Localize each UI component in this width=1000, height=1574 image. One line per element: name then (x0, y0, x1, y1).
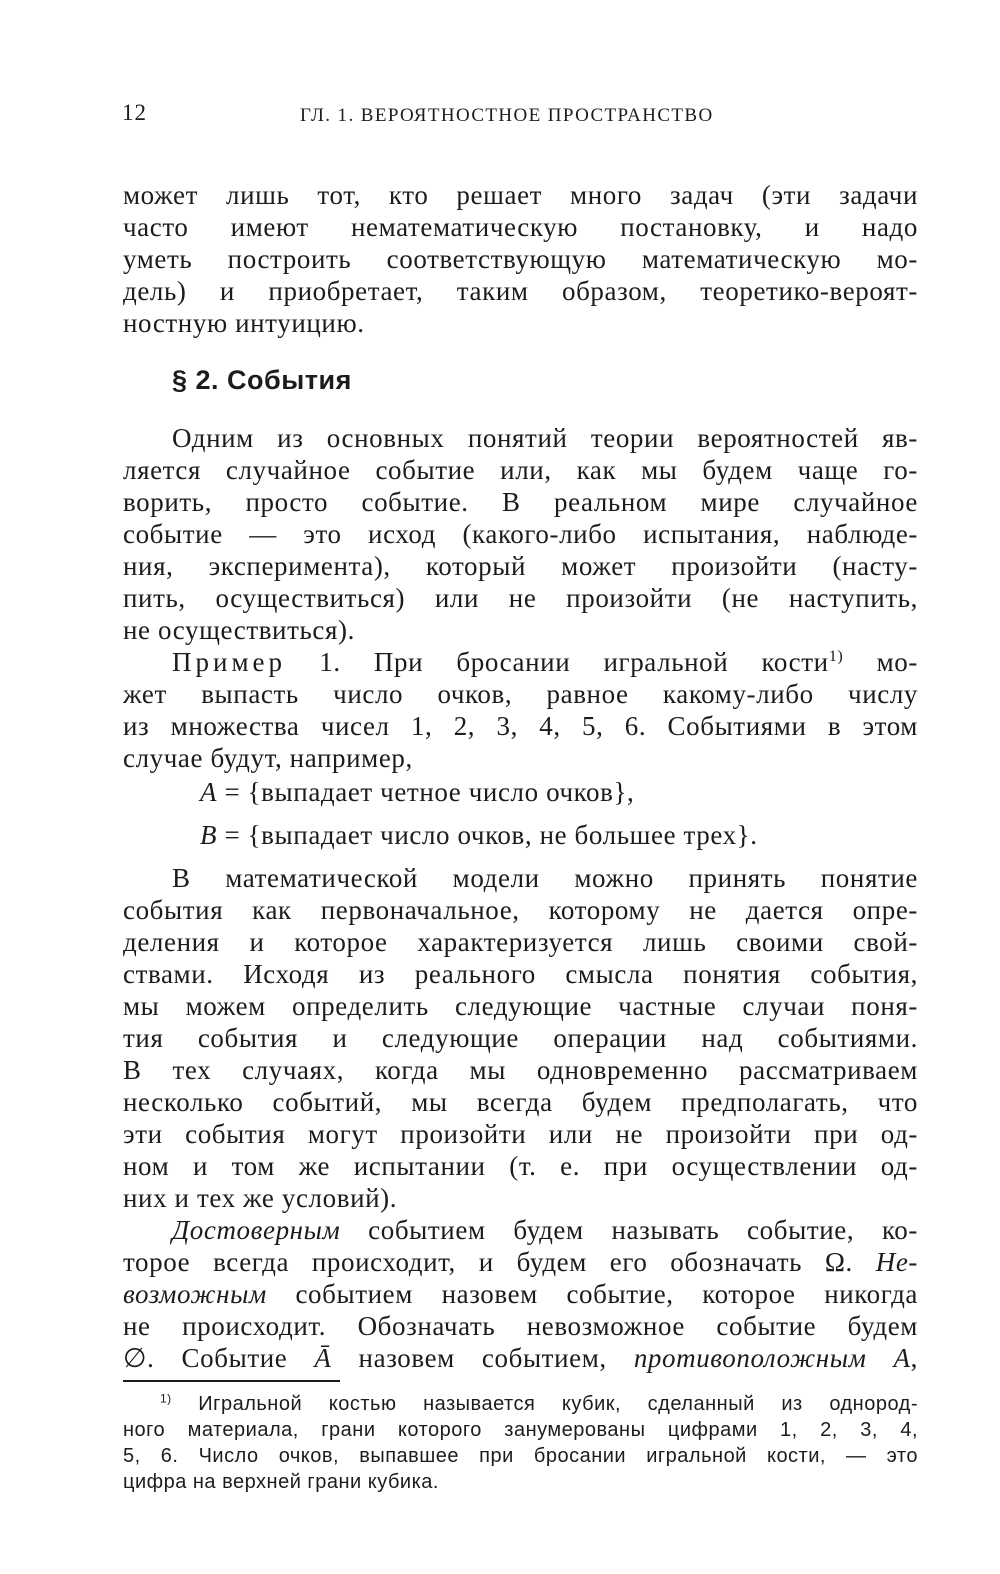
formula-b (200, 820, 758, 850)
text-span: 1. При бросании игральной кости (286, 647, 829, 677)
example-label: Пример (172, 647, 287, 677)
text-line: эти события могут произойти или не произойти при од- (123, 1119, 918, 1149)
footnote-mark: 1) (160, 1391, 172, 1406)
text-span: торое всегда происходит, и будем его обозначать Ω. (123, 1247, 876, 1277)
text-line: ляется случайное событие или, как мы будем чаще го- (123, 455, 918, 485)
text-line: случае будут, например, (123, 743, 413, 773)
text-line: ния, эксперимента), который может произойти (насту- (123, 551, 918, 581)
formula-symbol: A (893, 1343, 911, 1373)
text-line: ворить, просто событие. В реальном мире случайное (123, 487, 918, 517)
text-line: событие — это исход (какого-либо испытания, наблюде- (123, 519, 918, 549)
text-line (172, 1215, 918, 1245)
formula-text: = {выпадает четное число очков}, (217, 777, 635, 807)
text-line: В математической модели можно принять понятие (172, 863, 918, 893)
text-line: них и тех же условий). (123, 1183, 398, 1213)
text-line (123, 1279, 918, 1309)
text-line: Одним из основных понятий теории вероятностей яв- (172, 423, 918, 453)
term: возможным (123, 1279, 267, 1309)
text-line: ностную интуицию. (123, 308, 365, 338)
text-line: часто имеют нематематическую постановку, и надо (123, 212, 918, 242)
running-head: ГЛ. 1. ВЕРОЯТНОСТНОЕ ПРОСТРАНСТВО (300, 105, 714, 126)
text-line: несколько событий, мы всегда будем предполагать, что (123, 1087, 918, 1117)
text-line: мы можем определить следующие частные случаи поня- (123, 991, 918, 1021)
footnote-line: ного материала, грани которого занумерованы цифрами 1, 2, 3, 4, (123, 1419, 918, 1441)
text-span: событием будем называть событие, ко- (340, 1215, 918, 1245)
text-line: дель) и приобретает, таким образом, теоретико-вероят- (123, 276, 918, 306)
text-line: уметь построить соответствующую математическую мо- (123, 244, 918, 274)
text-line: не осуществиться). (123, 615, 355, 645)
section-title: § 2. События (172, 365, 352, 395)
text-line: не происходит. Обозначать невозможное событие будем (123, 1311, 918, 1341)
footnote-line: цифра на верхней грани кубика. (123, 1471, 439, 1493)
page-number: 12 (122, 100, 147, 125)
footnote-line (160, 1392, 918, 1416)
text-span: событием назовем событие, которое никогда (266, 1279, 918, 1309)
text-line (123, 1343, 918, 1373)
formula-symbol: A (200, 777, 218, 807)
text-line: ном и том же испытании (т. е. при осуществлении од- (123, 1151, 918, 1181)
text-span: , (910, 1343, 918, 1373)
text-span: ∅. Событие (123, 1343, 315, 1373)
text-line (123, 1247, 918, 1277)
text-span: мо- (843, 647, 918, 677)
text-line: тия события и следующие операции над событиями. (123, 1023, 918, 1053)
text-line (172, 647, 918, 677)
term: Достоверным (172, 1215, 341, 1245)
formula-text: = {выпадает число очков, не большее трех}. (217, 820, 758, 850)
text-span: назовем событием, (331, 1343, 634, 1373)
footnote-mark: 1) (828, 647, 844, 665)
text-line: жет выпасть число очков, равное какому-либо числу (123, 679, 918, 709)
text-line: пить, осуществиться) или не произойти (не наступить, (123, 583, 918, 613)
text-line: деления и которое характеризуется лишь своими свой- (123, 927, 918, 957)
term: противоположным (633, 1343, 867, 1373)
text-span (866, 1343, 893, 1373)
term: Не- (875, 1247, 918, 1277)
text-line: может лишь тот, кто решает много задач (эти задачи (123, 180, 918, 210)
text-line: В тех случаях, когда мы одновременно рассматриваем (123, 1055, 918, 1085)
formula-symbol: Ā (314, 1343, 332, 1373)
text-line: из множества чисел 1, 2, 3, 4, 5, 6. Событиями в этом (123, 711, 918, 741)
footnote-rule (123, 1380, 340, 1382)
formula-a (200, 777, 634, 807)
formula-symbol: B (200, 820, 218, 850)
text-line: ствами. Исходя из реального смысла понятия события, (123, 959, 918, 989)
text-span: Игральной костью называется кубик, сделанный из однород- (171, 1393, 918, 1415)
text-line: события как первоначальное, которому не дается опре- (123, 895, 918, 925)
footnote-line: 5, 6. Число очков, выпавшее при бросании игральной кости, — это (123, 1445, 918, 1467)
